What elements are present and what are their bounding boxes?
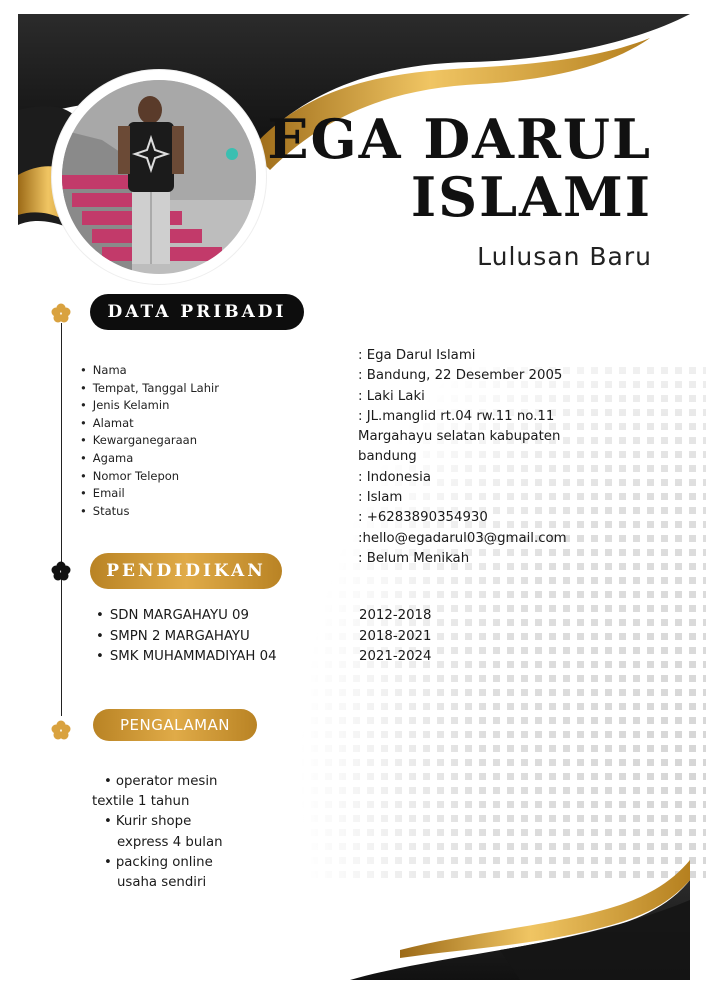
experience-list bbox=[92, 772, 223, 893]
label-item: • Nama bbox=[80, 362, 219, 380]
label-item: • Kewarganegaraan bbox=[80, 432, 219, 450]
experience-item-continued: express 4 bulan bbox=[117, 834, 223, 850]
value-item: : Islam bbox=[358, 490, 403, 506]
label-item: • Nomor Telepon bbox=[80, 468, 219, 486]
label-item: • Jenis Kelamin bbox=[80, 397, 219, 415]
value-item: bandung bbox=[358, 449, 417, 465]
experience-item: • Kurir shope bbox=[104, 814, 192, 830]
value-item: : Laki Laki bbox=[358, 388, 425, 404]
school-item: • SMK MUHAMMADIYAH 04 bbox=[96, 647, 277, 668]
year-item: 2018-2021 bbox=[359, 628, 432, 644]
profile-photo bbox=[62, 80, 256, 274]
experience-item-continued: textile 1 tahun bbox=[92, 794, 190, 810]
label-item: • Status bbox=[80, 503, 219, 521]
value-item: : Indonesia bbox=[358, 469, 432, 485]
value-item: : +6283890354930 bbox=[358, 510, 488, 526]
label-item: • Tempat, Tanggal Lahir bbox=[80, 380, 219, 398]
education-years bbox=[359, 606, 431, 668]
experience-item-continued: usaha sendiri bbox=[117, 875, 207, 891]
name-line-1: EGA DARUL bbox=[267, 107, 652, 171]
personal-values bbox=[358, 346, 598, 569]
year-item: 2021-2024 bbox=[359, 649, 432, 664]
label-item: • Email bbox=[80, 485, 219, 503]
gold-flower-icon bbox=[51, 303, 71, 323]
education-list bbox=[96, 606, 277, 668]
job-title: Lulusan Baru bbox=[477, 242, 652, 271]
school-item: • SMPN 2 MARGAHAYU bbox=[96, 627, 277, 648]
value-item: :hello@egadarul03@gmail.com bbox=[358, 530, 567, 546]
name-line-2: ISLAMI bbox=[410, 165, 652, 229]
label-item: • Agama bbox=[80, 450, 219, 468]
school-item: • SDN MARGAHAYU 09 bbox=[96, 606, 277, 627]
value-item: : Bandung, 22 Desember 2005 bbox=[358, 368, 563, 384]
section-heading-experience: PENGALAMAN bbox=[93, 709, 257, 741]
black-flower-icon bbox=[51, 561, 71, 581]
personal-labels bbox=[80, 362, 219, 520]
value-item: : JL.manglid rt.04 rw.11 no.11 bbox=[358, 408, 555, 424]
value-item: : Ega Darul Islami bbox=[358, 348, 476, 363]
timeline-line bbox=[61, 323, 62, 716]
experience-item: • packing online bbox=[104, 854, 213, 870]
label-item: • Alamat bbox=[80, 415, 219, 433]
year-item: 2012-2018 bbox=[359, 608, 432, 623]
experience-item: • operator mesin bbox=[104, 774, 218, 789]
gold-flower-icon bbox=[51, 720, 71, 740]
section-heading-personal: DATA PRIBADI bbox=[90, 294, 304, 330]
value-item: Margahayu selatan kabupaten bbox=[358, 429, 561, 445]
value-item: : Belum Menikah bbox=[358, 550, 470, 566]
section-heading-education: PENDIDIKAN bbox=[90, 553, 282, 589]
full-name bbox=[267, 107, 652, 229]
